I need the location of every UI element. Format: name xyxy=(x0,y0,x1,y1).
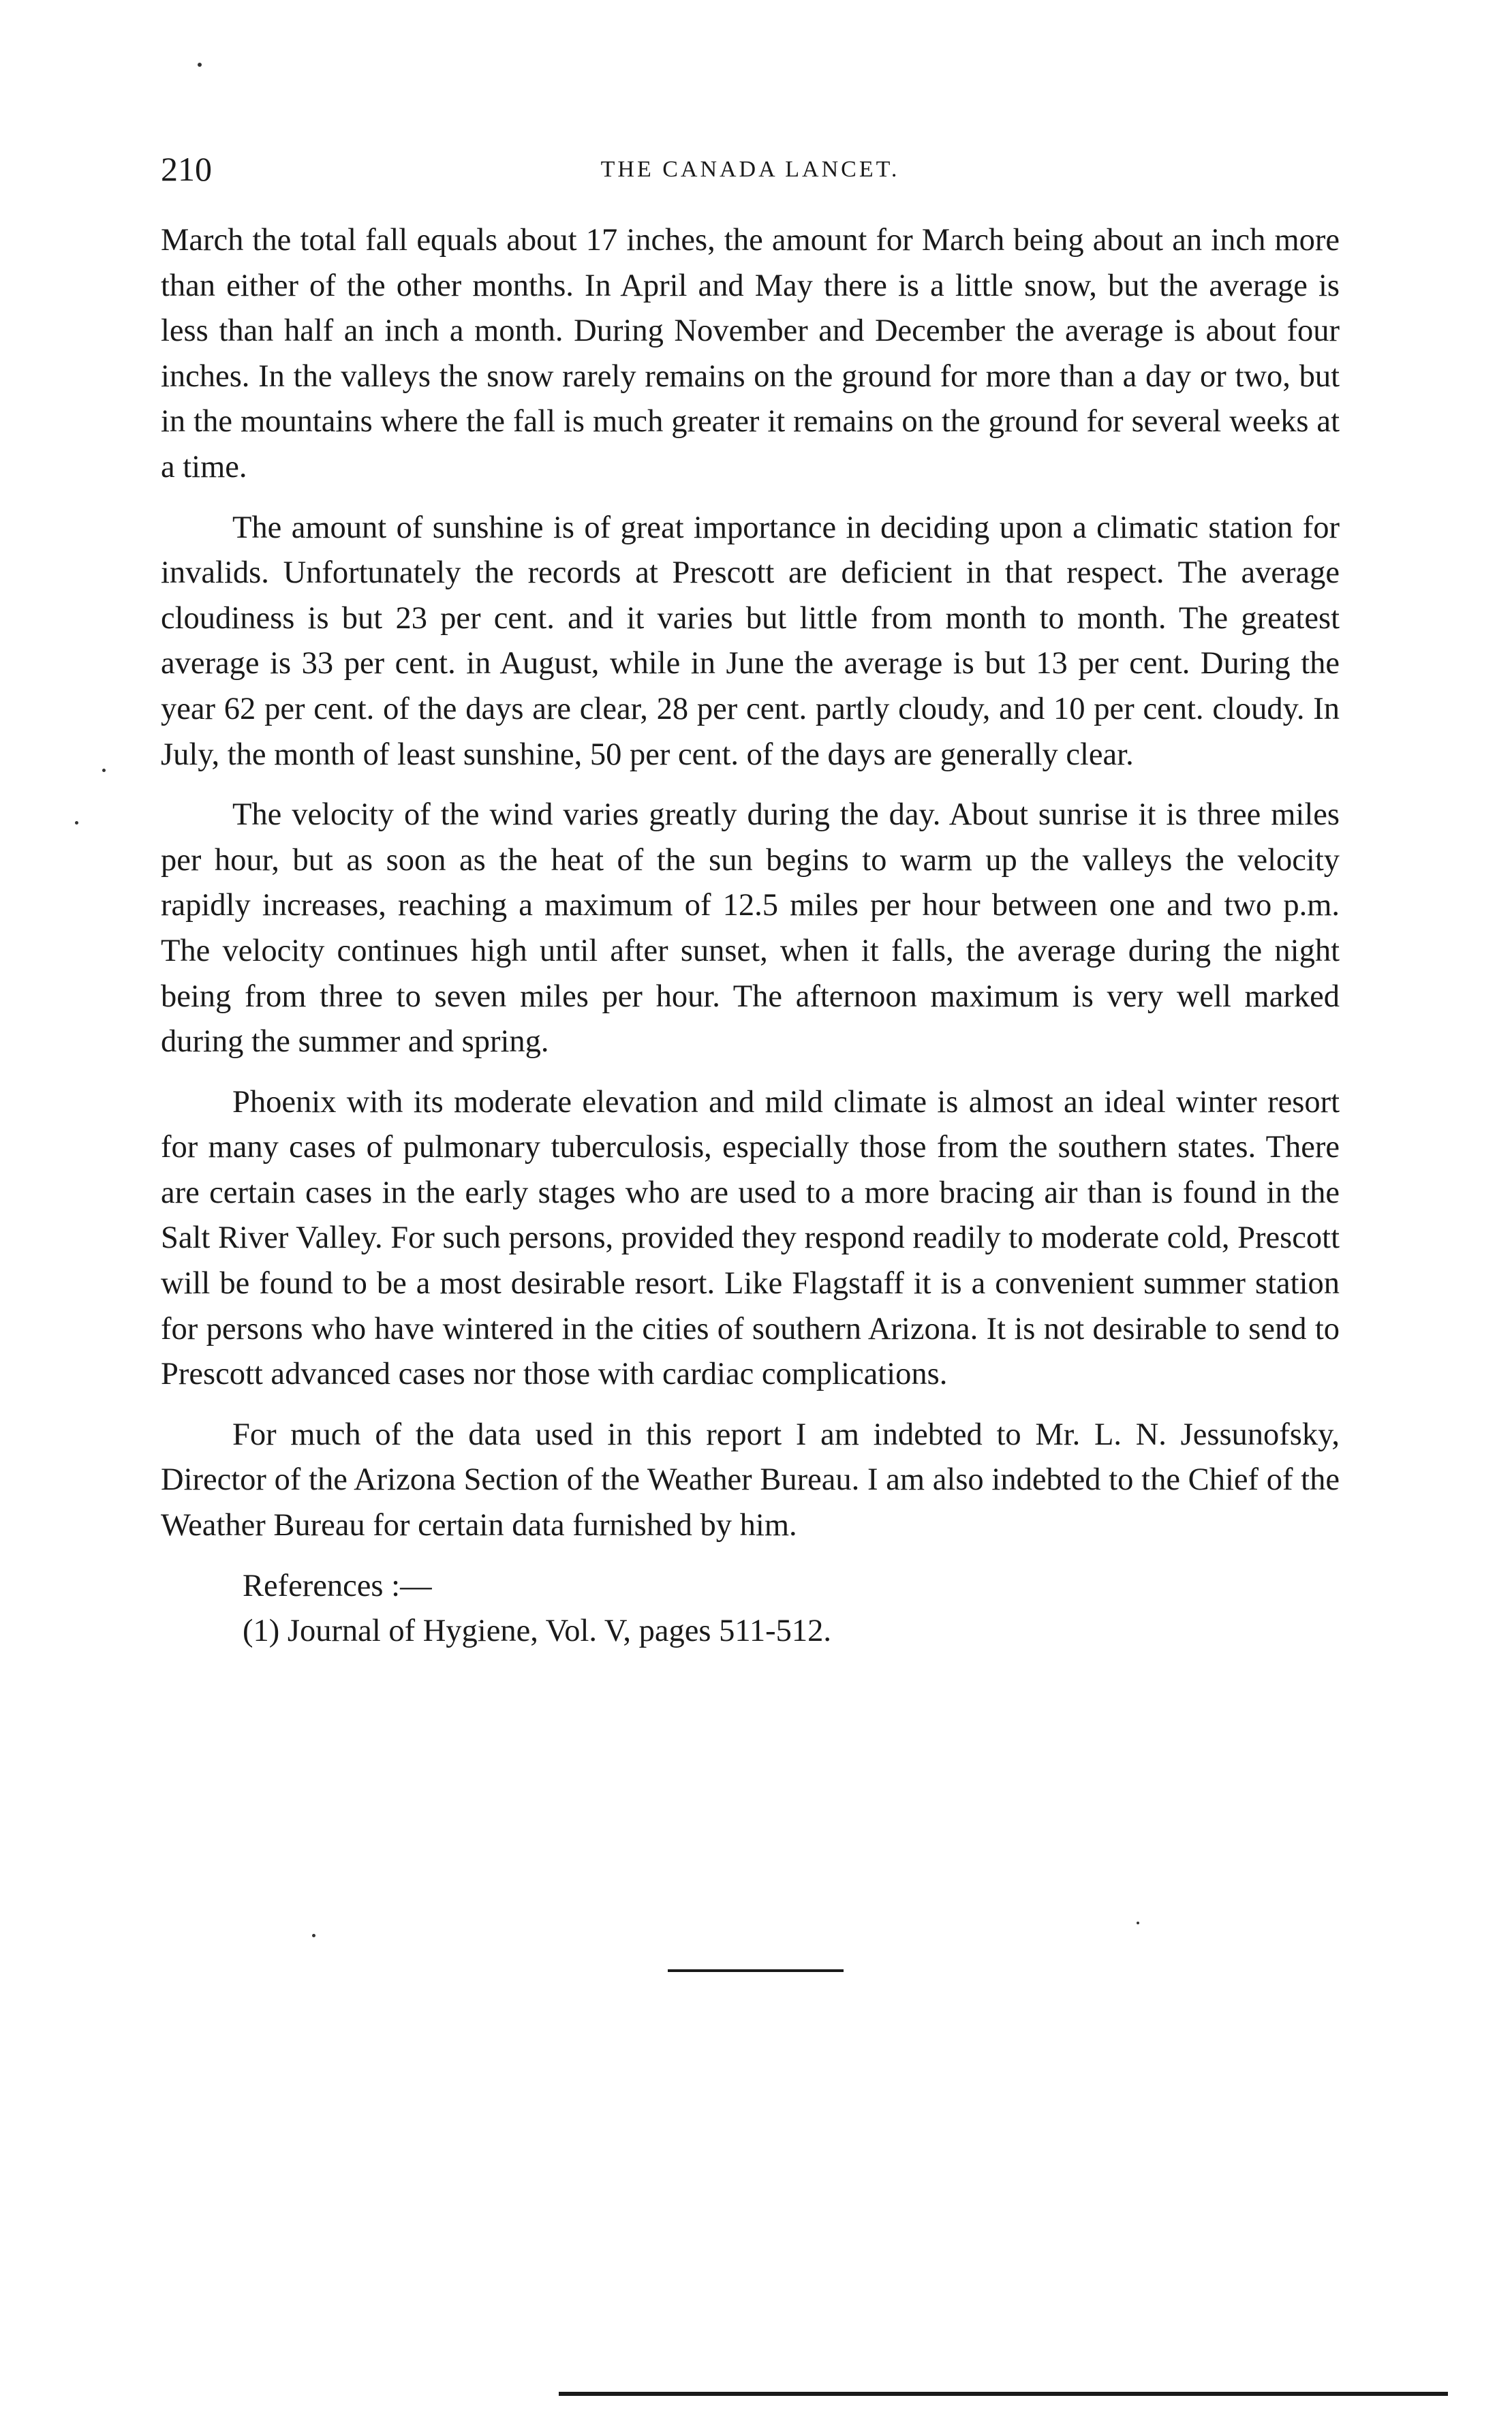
ink-speck xyxy=(198,63,202,67)
ink-speck xyxy=(1137,1922,1139,1924)
ink-speck xyxy=(312,1934,315,1937)
paragraph-wind: The velocity of the wind varies greatly during the day. About sunrise it is three miles per hour, but as soon as the heat of the sun begins to warm up the valleys the velocity rapidly increases, reaching a maximum of 12.5 miles per hour between one and two p.m. The velocity continues high until after sunset, when it falls, the average during the night being from three to seven miles per hour. The afternoon maximum is very well marked during the summer and spring. xyxy=(161,797,1340,1060)
ink-speck xyxy=(102,769,106,772)
page-number: 210 xyxy=(161,150,212,188)
ink-speck xyxy=(75,821,78,825)
paragraph-snowfall: March the total fall equals about 17 inches, the amount for March being about an inch more than either of the other months. In April and May there is a little snow, but the average is less than half an inch a month. During November and December the average is about four inches. In the valleys the snow rarely remains on the ground for more than a day or two, but in the mountains where the fall is much greater it remains on the ground for several weeks at a time. xyxy=(161,223,1340,484)
references xyxy=(161,1564,1340,1654)
reference-item: (1) Journal of Hygiene, Vol. V, pages 511-512. xyxy=(243,1614,832,1649)
paragraph-acknowledgements: For much of the data used in this report I am indebted to Mr. L. N. Jessunofsky, Director of the Arizona Section of the Weather Bureau. I am also indebted to the Chief of the Weather Bureau for certain data furnished by him. xyxy=(161,1417,1340,1543)
running-title: THE CANADA LANCET. xyxy=(600,157,900,182)
paragraph-phoenix-prescott: Phoenix with its moderate elevation and mild climate is almost an ideal winter resort for many cases of pulmonary tuberculosis, especially those from the southern states. There are certain cases in the early stages who are used to a more bracing air than is found in the Salt River Valley. For such persons, provided they respond readily to moderate cold, Prescott will be found to be a most desirable resort. Like Flagstaff it is a convenient summer station for persons who have wintered in the cities of southern Arizona. It is not desirable to send to Prescott advanced cases nor those with cardiac complications. xyxy=(161,1084,1340,1392)
page-header xyxy=(161,149,1340,196)
section-separator-rule xyxy=(668,1969,844,1972)
paragraph-sunshine: The amount of sunshine is of great importance in deciding upon a climatic station for invalids. Unfortunately the records at Prescott are deficient in that respect. The average cloudiness is but 23 per cent. and it varies but little from month to month. The greatest average is 33 per cent. in August, while in June the average is but 13 per cent. During the year 62 per cent. of the days are clear, 28 per cent. partly cloudy, and 10 per cent. cloudy. In July, the month of least sunshine, 50 per cent. of the days are generally clear. xyxy=(161,510,1340,772)
references-heading: References :— xyxy=(243,1568,432,1603)
bottom-edge-rule xyxy=(559,2392,1448,2396)
body-text xyxy=(161,218,1340,1654)
